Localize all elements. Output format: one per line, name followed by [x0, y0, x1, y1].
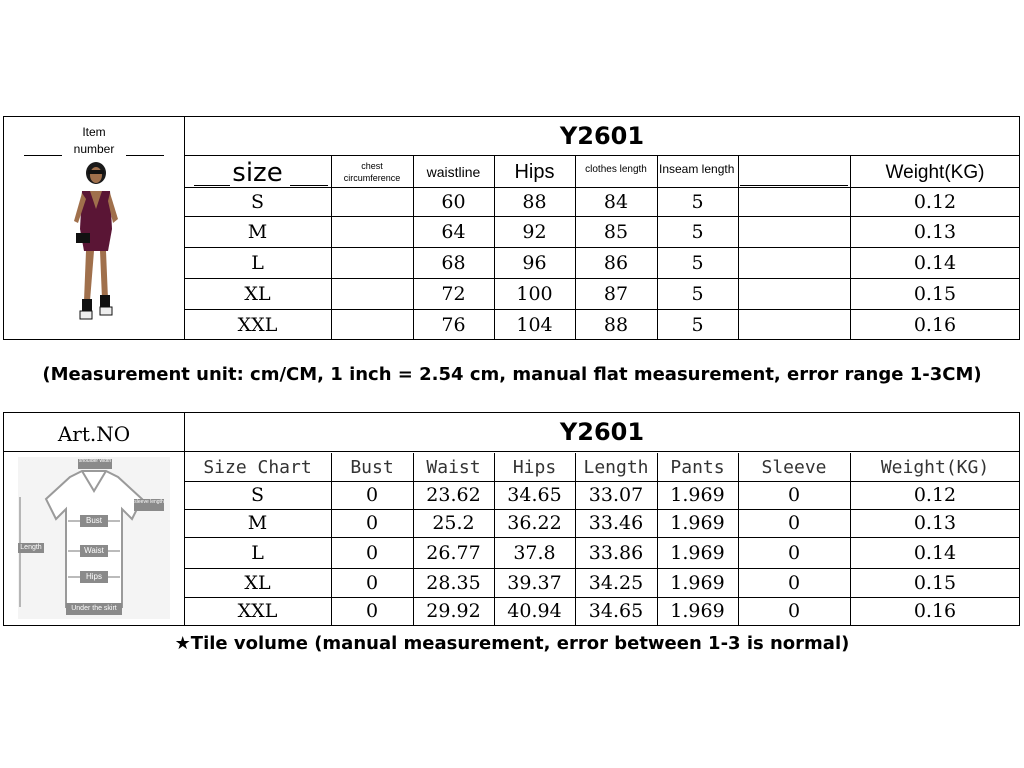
inch-cell: 36.22 — [507, 512, 562, 534]
header-chest-line1: chest — [361, 161, 383, 171]
cm-cell-weight: 0.12 — [913, 191, 957, 213]
inch-cell: 0.13 — [913, 512, 957, 534]
garment-measurement-diagram — [18, 457, 170, 619]
inch-cell: 40.94 — [507, 600, 562, 622]
cm-cell-inseam: 5 — [691, 220, 704, 243]
inch-cell: 1.969 — [670, 512, 725, 534]
cm-cell-weight: 0.16 — [913, 313, 957, 336]
item-number-label-line2: number — [73, 142, 115, 156]
inch-cell: 34.65 — [507, 484, 562, 506]
inch-cell: 0 — [787, 541, 801, 564]
header-clothes-length: clothes length — [585, 163, 647, 175]
cm-cell-hips: 100 — [516, 282, 553, 305]
cm-cell-waist: 68 — [441, 251, 466, 274]
item-number-label-line1: Item — [82, 125, 106, 139]
inch-cell: 0.12 — [913, 484, 957, 506]
cm-cell-size: L — [251, 251, 264, 274]
cm-cell-length: 87 — [603, 282, 629, 305]
inch-cell: S — [250, 484, 265, 506]
cm-cell-size: M — [247, 220, 268, 243]
cm-cell-weight: 0.13 — [913, 220, 957, 243]
inch-cell: 39.37 — [507, 571, 562, 594]
inch-cell: 0 — [365, 541, 379, 564]
inch-header-cell: Weight(KG) — [880, 456, 990, 478]
inch-cell: 34.25 — [588, 571, 644, 594]
cm-cell-length: 85 — [603, 220, 629, 243]
inch-cell: 0 — [787, 600, 801, 622]
cm-cell-size: XXL — [237, 313, 278, 336]
header-hips: Hips — [514, 160, 555, 183]
tile-volume-note — [0, 633, 1024, 654]
cm-cell-hips: 104 — [516, 313, 553, 336]
inch-cell: 0 — [787, 484, 801, 506]
header-weight: Weight(KG) — [885, 162, 985, 183]
cm-cell-size: S — [250, 191, 265, 213]
inch-cell: 33.07 — [588, 484, 644, 506]
diagram-label-waist: Waist — [84, 546, 104, 555]
cm-cell-length: 84 — [603, 191, 629, 213]
inch-cell: XL — [244, 571, 271, 594]
inch-cell: 34.65 — [588, 600, 644, 622]
diagram-label-length: Length — [20, 544, 42, 551]
cm-cell-inseam: 5 — [691, 191, 704, 213]
inch-cell: 26.77 — [426, 541, 481, 564]
cm-cell-hips: 96 — [522, 251, 547, 274]
inch-cell: 29.92 — [426, 600, 481, 622]
cm-cell-waist: 72 — [441, 282, 466, 305]
inch-cell: 23.62 — [426, 484, 481, 506]
header-inseam-length: Inseam length — [659, 162, 735, 176]
inch-cell: M — [247, 512, 268, 534]
size-table-cm — [3, 116, 1020, 340]
inch-cell: 28.35 — [426, 571, 481, 594]
inch-cell: 0 — [365, 512, 379, 534]
cm-cell-weight: 0.14 — [913, 251, 957, 274]
inch-cell: 25.2 — [432, 512, 475, 534]
inch-header-cell: Length — [583, 456, 649, 478]
inch-cell: 0 — [787, 512, 801, 534]
inch-cell: 33.86 — [588, 541, 644, 564]
inch-cell: 0 — [787, 571, 801, 594]
inch-cell: 1.969 — [670, 541, 725, 564]
inch-cell: 1.969 — [670, 600, 725, 622]
size-table-inch — [3, 412, 1020, 626]
header-size: size — [232, 158, 283, 188]
measurement-note: (Measurement unit: cm/CM, 1 inch = 2.54 cm, manual flat measurement, error range 1-3CM) — [42, 364, 982, 385]
inch-cell: 1.969 — [670, 484, 725, 506]
inch-cell: 0.16 — [913, 600, 957, 622]
cm-cell-hips: 92 — [522, 220, 547, 243]
item-code-2: Y2601 — [559, 418, 645, 446]
inch-cell: 0 — [365, 484, 379, 506]
inch-cell: 0.15 — [913, 571, 957, 594]
diagram-label-sleeve: sleeve length — [134, 499, 164, 505]
inch-cell: XXL — [237, 600, 278, 622]
tile-volume-note-text: Tile volume (manual measurement, error between 1-3 is normal) — [190, 633, 850, 654]
inch-cell: 0 — [365, 600, 379, 622]
inch-header-cell: Waist — [426, 456, 481, 478]
inch-cell: 33.46 — [588, 512, 644, 534]
star-icon: ★ — [174, 633, 191, 654]
diagram-label-hem: Under the skirt — [71, 605, 117, 612]
cm-cell-inseam: 5 — [691, 313, 704, 336]
header-chest — [331, 157, 413, 187]
cm-cell-waist: 76 — [441, 313, 466, 336]
cm-cell-waist: 64 — [441, 220, 466, 243]
cm-cell-length: 86 — [603, 251, 629, 274]
diagram-label-shoulder: shoulder width — [78, 458, 112, 464]
cm-cell-size: XL — [244, 282, 271, 305]
inch-cell: 1.969 — [670, 571, 725, 594]
header-waistline: waistline — [426, 164, 481, 180]
inch-header-cell: Sleeve — [761, 456, 827, 478]
inch-header-cell: Size Chart — [203, 456, 312, 478]
header-chest-line2: circumference — [343, 173, 401, 183]
item-code: Y2601 — [559, 122, 645, 150]
cm-cell-inseam: 5 — [691, 282, 704, 305]
cm-cell-hips: 88 — [522, 191, 547, 213]
diagram-label-bust: Bust — [85, 516, 102, 525]
cm-cell-waist: 60 — [441, 191, 466, 213]
cm-cell-length: 88 — [603, 313, 629, 336]
inch-cell: 37.8 — [513, 541, 556, 564]
inch-cell: 0.14 — [913, 541, 957, 564]
cm-cell-inseam: 5 — [691, 251, 704, 274]
inch-cell: 0 — [365, 571, 379, 594]
inch-cell: L — [251, 541, 264, 564]
diagram-label-hips: Hips — [85, 572, 102, 581]
inch-header-cell: Bust — [350, 456, 394, 478]
art-number-label: Art.NO — [57, 422, 131, 446]
product-photo — [66, 161, 126, 335]
inch-header-cell: Hips — [512, 456, 557, 478]
cm-cell-weight: 0.15 — [913, 282, 957, 305]
inch-header-cell: Pants — [670, 456, 725, 478]
